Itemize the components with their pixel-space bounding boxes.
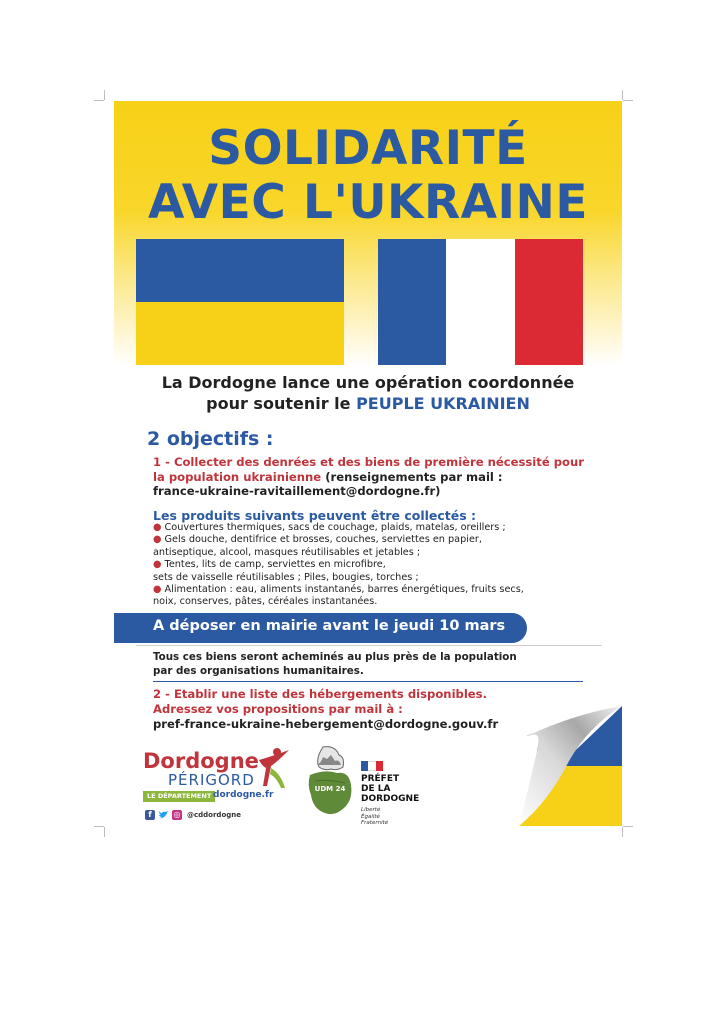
poster-title-line2: AVEC L'UKRAINE bbox=[148, 175, 588, 230]
france-flag-white bbox=[446, 239, 514, 365]
ukraine-flag-blue bbox=[136, 239, 344, 302]
objective-2-line2: Adressez vos propositions par mail à : bbox=[153, 701, 403, 716]
bullet-icon: ● bbox=[153, 522, 162, 533]
products-list bbox=[153, 522, 598, 609]
prefet-logo bbox=[361, 761, 431, 826]
intro-line2-prefix: pour soutenir le bbox=[206, 394, 357, 413]
crop-mark bbox=[94, 826, 104, 827]
dordogne-figure-icon bbox=[255, 746, 291, 790]
udm-logo bbox=[305, 745, 355, 819]
poster-title-line1: SOLIDARITÉ bbox=[208, 121, 528, 176]
marianne-icon bbox=[361, 761, 383, 771]
hero-section bbox=[114, 101, 622, 366]
deadline-text: A déposer en mairie avant le jeudi 10 mars bbox=[153, 618, 506, 634]
social-links bbox=[145, 810, 241, 820]
list-item: ● Gels douche, dentifrice et brosses, couches, serviettes en papier, bbox=[153, 534, 482, 546]
delivery-note bbox=[153, 651, 583, 678]
twitter-icon[interactable] bbox=[158, 810, 169, 820]
list-item: antiseptique, alcool, masques réutilisables et jetables ; bbox=[153, 546, 421, 558]
objective-1-email: france-ukraine-ravitaillement@dordogne.fr) bbox=[153, 484, 441, 498]
social-handle[interactable]: @cddordogne bbox=[187, 811, 241, 819]
dordogne-logo-sub: PÉRIGORD bbox=[168, 771, 255, 789]
objective-2-email: pref-france-ukraine-hebergement@dordogne.gouv.fr bbox=[153, 716, 499, 731]
crop-mark bbox=[104, 827, 105, 837]
france-flag bbox=[378, 239, 583, 365]
intro-line2 bbox=[114, 393, 622, 414]
bullet-icon: ● bbox=[153, 534, 162, 546]
dordogne-logo-bar: LE DÉPARTEMENT bbox=[143, 791, 215, 802]
objective-1-number: 1 - bbox=[153, 455, 174, 469]
intro-text bbox=[114, 372, 622, 414]
list-item: sets de vaisselle réutilisables ; Piles, bougies, torches ; bbox=[153, 571, 419, 583]
bullet-icon: ● bbox=[153, 559, 162, 571]
prefet-devise: Liberté Égalité Fraternité bbox=[361, 807, 389, 826]
list-item: ● Couvertures thermiques, sacs de couchage, plaids, matelas, oreillers ; bbox=[153, 522, 506, 533]
crop-mark bbox=[623, 826, 633, 827]
instagram-icon[interactable]: ◎ bbox=[173, 810, 181, 819]
crop-mark bbox=[622, 827, 623, 837]
objective-2-line1: 2 - Etablir une liste des hébergements disponibles. bbox=[153, 687, 487, 701]
ukraine-flag bbox=[136, 239, 344, 365]
products-heading: Les produits suivants peuvent être collectés : bbox=[153, 508, 477, 523]
dordogne-logo-name: Dordogne bbox=[143, 749, 259, 773]
objective-1-text: Collecter des denrées et des biens de première nécessité pour la population ukrainienne bbox=[153, 455, 584, 484]
france-flag-red bbox=[515, 239, 583, 365]
list-item: noix, conserves, pâtes, céréales instantanées. bbox=[153, 596, 378, 608]
bullet-icon: ● bbox=[153, 584, 162, 596]
prefet-text: PRÉFET DE LA DORDOGNE bbox=[361, 774, 420, 804]
banner-underline bbox=[136, 645, 602, 646]
objective-1-info: (renseignements par mail : bbox=[321, 469, 503, 484]
france-flag-blue bbox=[378, 239, 446, 365]
crop-mark bbox=[104, 90, 105, 100]
ukraine-flag-yellow bbox=[136, 302, 344, 365]
udm-map-icon bbox=[305, 745, 355, 819]
note-divider bbox=[153, 681, 583, 682]
dordogne-logo bbox=[140, 746, 290, 826]
deadline-banner bbox=[114, 613, 527, 643]
note-line1: Tous ces biens seront acheminés au plus près de la population bbox=[153, 651, 517, 663]
note-line2: par des organisations humanitaires. bbox=[153, 664, 364, 677]
intro-highlight: PEUPLE UKRAINIEN bbox=[356, 394, 530, 413]
page-curl-flag-icon bbox=[519, 706, 622, 826]
dordogne-logo-url: dordogne.fr bbox=[213, 790, 274, 800]
crop-mark bbox=[623, 100, 633, 101]
crop-mark bbox=[94, 100, 104, 101]
facebook-icon[interactable]: f bbox=[145, 810, 155, 820]
poster bbox=[114, 101, 622, 826]
udm-logo-text: UDM 24 bbox=[314, 785, 346, 793]
objectives-heading: 2 objectifs : bbox=[147, 428, 274, 450]
objective-1 bbox=[153, 455, 593, 499]
list-item: ● Alimentation : eau, aliments instantanés, barres énergétiques, fruits secs, bbox=[153, 584, 524, 596]
crop-mark bbox=[622, 90, 623, 100]
list-item: ● Tentes, lits de camp, serviettes en microfibre, bbox=[153, 559, 386, 571]
intro-line1: La Dordogne lance une opération coordonnée bbox=[161, 373, 575, 392]
